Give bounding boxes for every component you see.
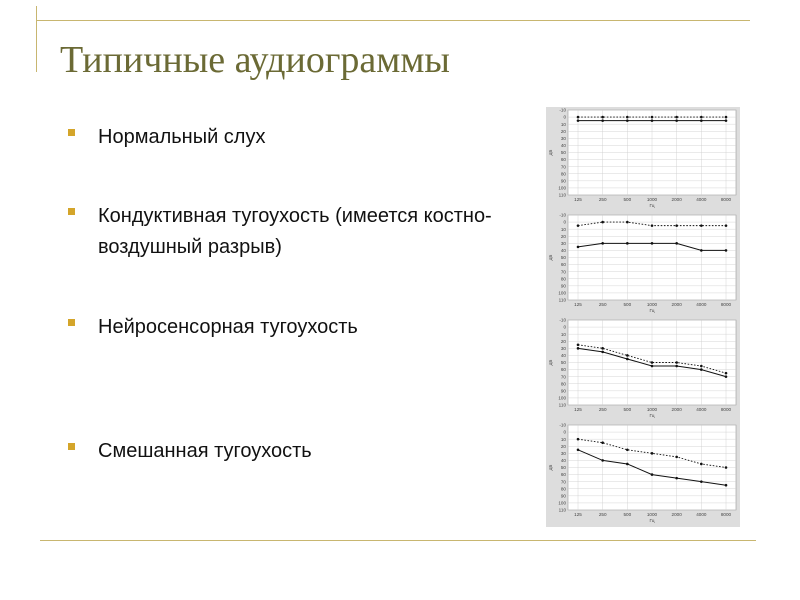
y-tick-label: 100 [558,185,566,191]
data-point [577,116,580,119]
data-point [700,368,703,371]
y-tick-label: 90 [560,178,566,184]
data-point [725,224,728,227]
y-tick-label: 100 [558,500,566,506]
data-point [675,116,678,119]
y-tick-label: 70 [560,164,566,170]
bullet-text: Нейросенсорная тугоухость [98,316,358,338]
data-point [577,448,580,451]
y-tick-label: 20 [560,338,566,344]
x-tick-label: 125 [574,512,582,517]
x-tick-label: 250 [598,302,607,307]
y-tick-label: 110 [558,507,566,513]
x-tick-label: 4000 [696,512,707,517]
bullet-text: Смешанная тугоухость [98,440,312,462]
y-tick-label: 20 [560,443,566,449]
x-axis-label: Гц [649,203,655,208]
y-tick-label: 20 [560,128,566,134]
data-point [577,343,580,346]
y-tick-label: 40 [560,458,566,464]
data-point [725,372,728,375]
y-tick-label: 90 [560,493,566,499]
x-tick-label: 250 [598,512,607,517]
x-tick-label: 500 [623,302,632,307]
data-point [577,119,580,122]
data-point [675,242,678,245]
data-point [725,116,728,119]
data-point [651,361,654,364]
y-tick-label: -10 [559,107,566,113]
x-tick-label: 2000 [671,197,682,202]
data-point [700,249,703,252]
data-point [725,249,728,252]
data-point [675,477,678,480]
x-tick-label: 8000 [720,302,732,307]
data-point [725,484,728,487]
data-point [626,221,629,224]
data-point [675,119,678,122]
x-tick-label: 2000 [671,407,682,412]
data-point [601,459,604,462]
data-point [626,119,629,122]
data-point [700,224,703,227]
x-tick-label: 8000 [720,407,732,412]
y-tick-label: 50 [560,360,566,366]
y-tick-label: 80 [560,381,566,387]
y-tick-label: 60 [560,367,566,373]
bullet-marker [68,129,75,136]
y-tick-label: 110 [558,402,566,408]
data-point [651,452,654,455]
y-tick-label: 40 [560,143,566,149]
data-point [651,473,654,476]
y-tick-label: 10 [560,121,566,127]
data-point [601,116,604,119]
y-axis-label: дБ [548,254,553,261]
top-rule [36,20,750,21]
x-tick-label: 125 [574,197,582,202]
data-point [577,347,580,350]
y-tick-label: 40 [560,248,566,254]
y-tick-label: 80 [560,171,566,177]
audiogram-normal [546,107,740,212]
data-point [675,365,678,368]
y-tick-label: -10 [559,212,566,218]
bullet-text: Нормальный слух [98,126,266,148]
left-rule [36,6,37,72]
bullet-text: Кондуктивная тугоухость (имеется костно-воздушный разрыв) [98,205,492,258]
y-tick-label: 10 [560,436,566,442]
data-point [651,119,654,122]
y-tick-label: 0 [563,324,566,330]
audiogram-conductive [546,212,740,317]
data-point [651,224,654,227]
x-axis-label: Гц [649,308,655,313]
y-tick-label: 100 [558,290,566,296]
y-tick-label: 0 [563,429,566,435]
x-tick-label: 2000 [671,302,682,307]
data-point [601,441,604,444]
data-point [725,466,728,469]
data-point [651,365,654,368]
data-point [601,221,604,224]
y-axis-label: дБ [548,464,553,471]
y-tick-label: 40 [560,353,566,359]
data-point [725,375,728,378]
y-tick-label: 60 [560,472,566,478]
data-point [626,448,629,451]
data-point [700,480,703,483]
y-tick-label: 110 [558,192,566,198]
audiogram-sensorineural [546,317,740,422]
data-point [601,242,604,245]
y-tick-label: 80 [560,276,566,282]
y-tick-label: 90 [560,283,566,289]
audiogram-mixed [546,422,740,527]
data-point [601,347,604,350]
data-point [577,224,580,227]
data-point [700,116,703,119]
data-point [725,119,728,122]
data-point [675,224,678,227]
x-tick-label: 125 [574,407,582,412]
bullet-marker [68,443,75,450]
y-tick-label: 10 [560,226,566,232]
y-tick-label: -10 [559,422,566,428]
y-tick-label: 70 [560,374,566,380]
data-point [700,463,703,466]
bullet-marker [68,319,75,326]
data-point [626,242,629,245]
x-tick-label: 2000 [671,512,682,517]
y-tick-label: 10 [560,331,566,337]
y-tick-label: 50 [560,255,566,261]
y-tick-label: 30 [560,345,566,351]
y-tick-label: 100 [558,395,566,401]
y-tick-label: 70 [560,479,566,485]
y-tick-label: 110 [558,297,566,303]
y-tick-label: 60 [560,262,566,268]
x-tick-label: 1000 [646,512,658,517]
y-tick-label: 90 [560,388,566,394]
y-tick-label: 50 [560,150,566,156]
data-point [577,246,580,249]
data-point [577,438,580,441]
data-point [601,351,604,354]
y-tick-label: 60 [560,157,566,163]
y-axis-label: дБ [548,359,553,366]
x-tick-label: 500 [623,197,632,202]
data-point [601,119,604,122]
x-tick-label: 250 [598,197,607,202]
y-tick-label: -10 [559,317,566,323]
y-tick-label: 0 [563,114,566,120]
x-tick-label: 500 [623,407,632,412]
x-tick-label: 4000 [696,407,707,412]
data-point [626,116,629,119]
x-axis-label: Гц [649,518,655,523]
y-tick-label: 30 [560,135,566,141]
data-point [675,361,678,364]
audiogram-panels [546,107,740,527]
x-tick-label: 4000 [696,302,707,307]
y-tick-label: 30 [560,450,566,456]
x-tick-label: 500 [623,512,632,517]
bullet-marker [68,208,75,215]
x-tick-label: 125 [574,302,582,307]
x-tick-label: 1000 [646,197,658,202]
y-tick-label: 50 [560,465,566,471]
x-tick-label: 1000 [646,302,658,307]
data-point [626,354,629,357]
y-tick-label: 70 [560,269,566,275]
data-point [626,358,629,361]
data-point [651,242,654,245]
data-point [700,365,703,368]
x-axis-label: Гц [649,413,655,418]
data-point [700,119,703,122]
x-tick-label: 8000 [720,197,732,202]
x-tick-label: 4000 [696,197,707,202]
y-axis-label: дБ [548,149,553,156]
y-tick-label: 80 [560,486,566,492]
data-point [675,456,678,459]
y-tick-label: 20 [560,233,566,239]
data-point [651,116,654,119]
y-tick-label: 30 [560,240,566,246]
y-tick-label: 0 [563,219,566,225]
x-tick-label: 1000 [646,407,658,412]
data-point [626,463,629,466]
x-tick-label: 250 [598,407,607,412]
bottom-rule [40,540,756,541]
x-tick-label: 8000 [720,512,732,517]
slide-title: Типичные аудиограммы [60,39,450,81]
